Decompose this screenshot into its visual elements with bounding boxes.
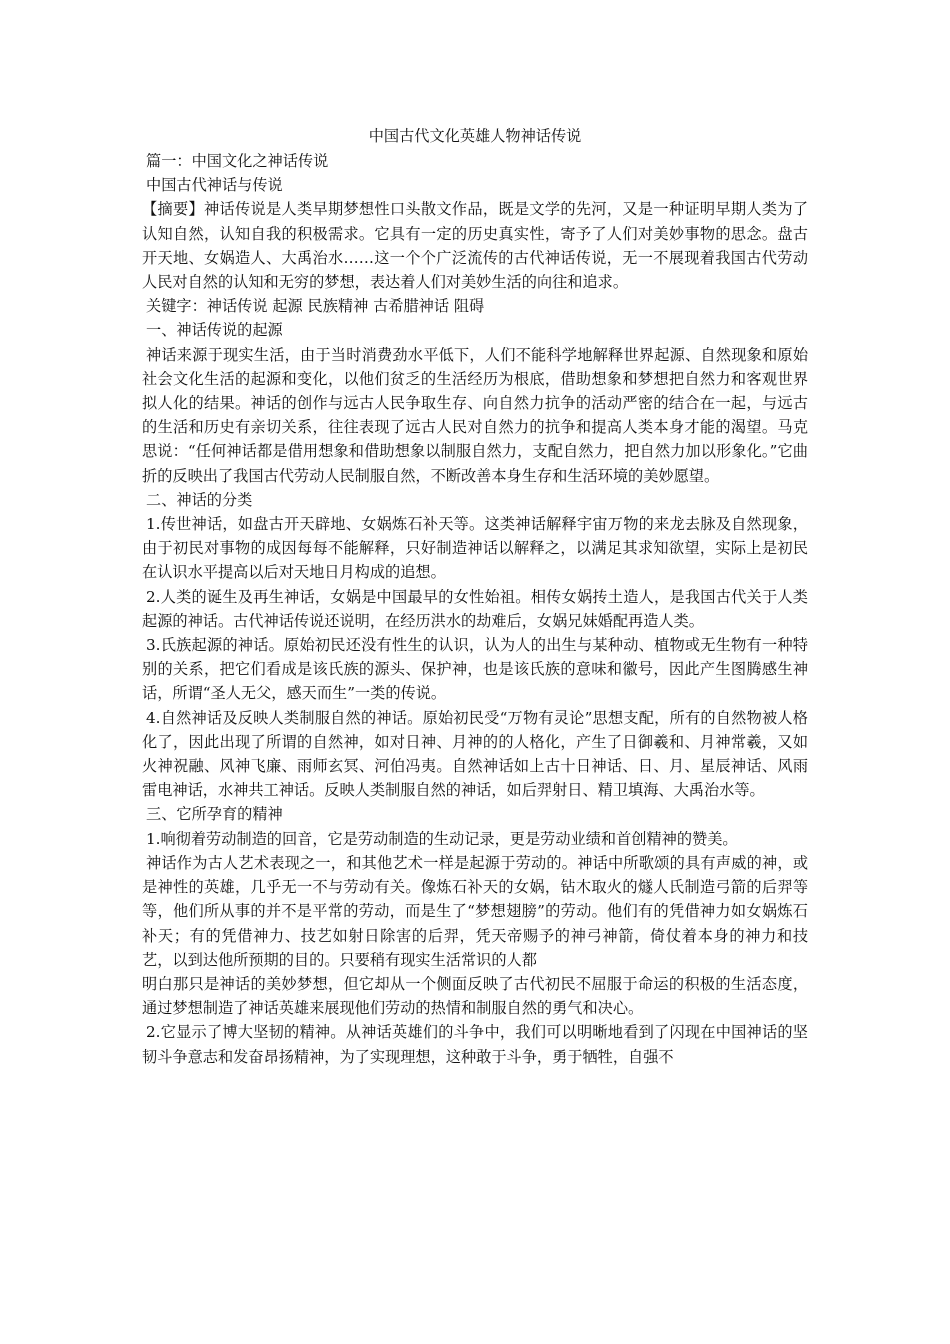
spirit-item-2: 2.它显示了博大坚韧的精神。从神话英雄们的斗争中，我们可以明晰地看到了闪现在中国神话的坚韧斗争意志和发奋昂扬精神，为了实现理想，这种敢于斗争，勇于牺牲，自强不: [142, 1023, 808, 1066]
document-title: 中国古代文化英雄人物神话传说: [368, 127, 582, 145]
classification-item-1: 1.传世神话，如盘古开天辟地、女娲炼石补天等。这类神话解释宇宙万物的来龙去脉及自然现象，由于初民对事物的成因每每不能解释，只好制造神话以解释之，以满足其求知欲望，实际上是初民在认识水平提高以后对天地日月构成的追想。: [142, 515, 808, 582]
document-body: [142, 124, 808, 1069]
section-heading-spirit: 三、它所孕育的精神: [146, 805, 283, 824]
classification-item-2: 2.人类的诞生及再生神话，女娲是中国最早的女性始祖。相传女娲抟土造人，是我国古代关于人类起源的神话。古代神话传说还说明，在经历洪水的劫难后，女娲兄妹婚配再造人类。: [142, 587, 808, 630]
section-heading-origin: 一、神话传说的起源: [146, 321, 283, 340]
keywords-line: 关键字：神话传说 起源 民族精神 古希腊神话 阻碍: [146, 297, 485, 316]
classification-item-3: 3.氏族起源的神话。原始初民还没有性生的认识，认为人的出生与某种动、植物或无生物有一种特别的关系，把它们看成是该氏族的源头、保护神，也是该氏族的意味和徽号，因此产生图腾感生神话，所谓“圣人无父，感天而生”一类的传说。: [142, 636, 808, 703]
origin-paragraph: 神话来源于现实生活，由于当时消费劲水平低下，人们不能科学地解释世界起源、自然现象和原始社会文化生活的起源和变化，以他们贫乏的生活经历为根底，借助想象和梦想把自然力和客观世界拟人化的结果。神话的创作与远古人民争取生存、向自然力抗争的活动严密的结合在一起，与远古的生活和历史有亲切关系，往往表现了远古人民对自然力的抗争和提高人类本身才能的渴望。马克思说：“任何神话都是借用想象和借助想象以制服自然力，支配自然力，把自然力加以形象化。”它曲折的反映出了我国古代劳动人民制服自然，不断改善本身生存和生活环境的美妙愿望。: [142, 345, 808, 485]
article-heading: 中国古代神话与传说: [146, 176, 283, 195]
abstract-paragraph: 【摘要】神话传说是人类早期梦想性口头散文作品，既是文学的先河，又是一种证明早期人类为了认知自然，认知自我的积极需求。它具有一定的历史真实性，寄予了人们对美妙事物的思念。盘古开天地、女娲造人、大禹治水……这一个个广泛流传的古代神话传说，无一不展现着我国古代劳动人民对自然的认知和无穷的梦想，表达着人们对美妙生活的向往和追求。: [142, 200, 808, 292]
section-heading-part1: 篇一：中国文化之神话传说: [146, 152, 329, 170]
classification-item-4: 4.自然神话及反映人类制服自然的神话。原始初民受“万物有灵论”思想支配，所有的自然物被人格化了，因此出现了所谓的自然神，如对日神、月神的的人格化，产生了日御羲和、月神常羲，又如火神祝融、风神飞廉、雨师玄冥、河伯冯夷。自然神话如上古十日神话、日、月、星辰神话、风雨雷电神话，水神共工神话。反映人类制服自然的神话，如后羿射日、精卫填海、大禹治水等。: [142, 708, 808, 800]
section-heading-classification: 二、神话的分类: [146, 490, 253, 509]
spirit-paragraph: 神话作为古人艺术表现之一，和其他艺术一样是起源于劳动的。神话中所歌颂的具有声威的神，或是神性的英雄，几乎无一不与劳动有关。像炼石补天的女娲，钻木取火的燧人氏制造弓箭的后羿等等，他们所从事的并不是平常的劳动，而是生了“梦想翅膀”的劳动。他们有的凭借神力如女娲炼石补天；有的凭借神力、技艺如射日除害的后羿，凭天帝赐予的神弓神箭，倚仗着本身的神力和技艺，以到达他所预期的目的。只要稍有现实生活常识的人都: [142, 853, 808, 969]
spirit-item-1: 1.响彻着劳动制造的回音，它是劳动制造的生动记录，更是劳动业绩和首创精神的赞美。: [146, 829, 738, 848]
spirit-paragraph-continued: 明白那只是神话的美妙梦想，但它却从一个侧面反映了古代初民不屈服于命运的积极的生活态度，通过梦想制造了神话英雄来展现他们劳动的热情和制服自然的勇气和决心。: [142, 974, 808, 1018]
